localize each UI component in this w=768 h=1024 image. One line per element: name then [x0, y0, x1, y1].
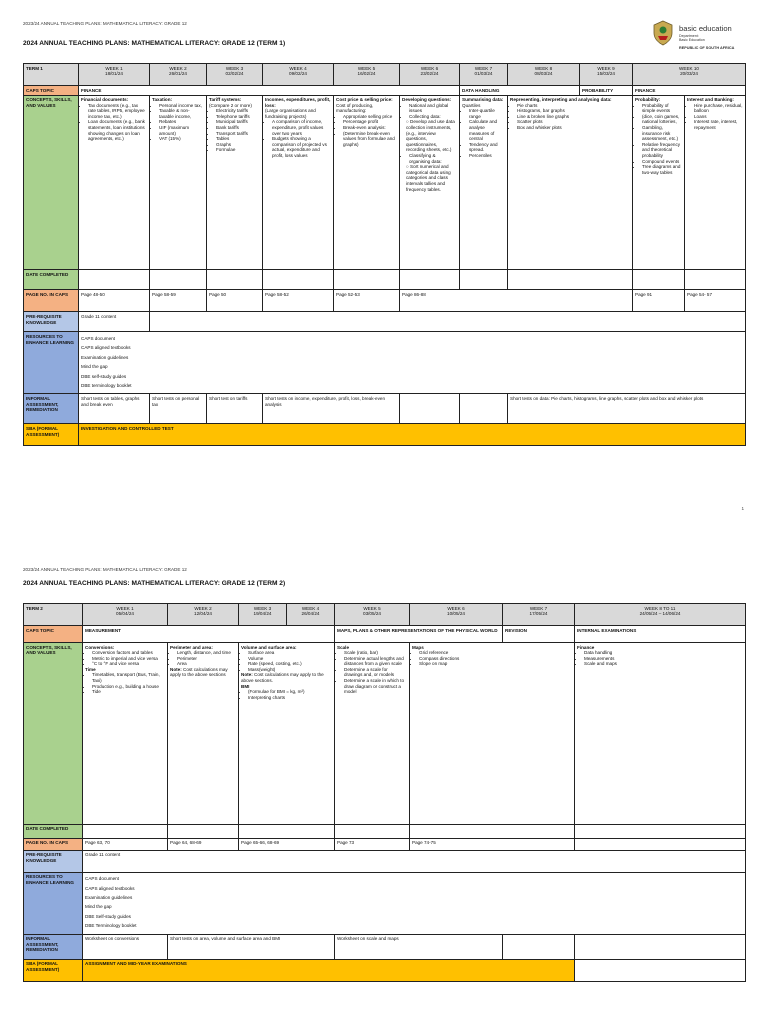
- informal-row: [24, 394, 746, 424]
- week-1: WEEK 1 18/01/24: [79, 64, 150, 86]
- logo-dept: Department: Basic Education: [679, 34, 705, 43]
- concepts-row: [24, 95, 746, 270]
- topic-measurement: MEASUREMENT: [83, 626, 335, 643]
- informal-text: Worksheet on scale and maps: [335, 934, 503, 959]
- concept-income-expenditure: Incomes, expenditures, profit, loss: (Large organisations and fundraising projects) • A comparison of income, expenditure, profit values over two years • Budgets showing a comparison of projected vs actual, expenditure and profit, loss values: [263, 95, 334, 270]
- topic-maps: MAPS, PLANS & OTHER REPRESENTATIONS OF THE PHYSICAL WORLD: [335, 626, 503, 643]
- concept-taxation: Taxation: • Personal income tax, • Taxable & non-taxable income, • Rebates • UIF (maximum amount) • VAT (15%): [150, 95, 207, 270]
- concept-perimeter-area: Perimeter and area: • Length, distance, and time • Perimeter • Area Note: Cost calculations may apply to the above sections: [168, 643, 239, 825]
- page-ref: Page 58-59: [150, 290, 207, 312]
- sba-text: ASSIGNMENT AND MID-YEAR EXAMINATIONS: [83, 959, 575, 981]
- date-completed-label: DATE COMPLETED: [24, 824, 83, 838]
- week-4: WEEK 4 09/02/24: [263, 64, 334, 86]
- term-label: TERM 2: [24, 604, 83, 626]
- page-ref: Page 63, 70: [83, 838, 168, 850]
- prereq-row: [24, 850, 746, 872]
- topic-internal-exams: INTERNAL EXAMINATIONS: [575, 626, 746, 643]
- page-ref: Page 50: [207, 290, 263, 312]
- week-7: WEEK 7 01/03/24: [460, 64, 508, 86]
- resources-list: CAPS document CAPS aligned textbooks Examination guidelines Mind the gap DBE Self-study guides DBE Terminology booklet: [83, 872, 746, 934]
- logo-title: basic education: [679, 24, 732, 33]
- topic-finance-2: FINANCE: [633, 86, 746, 96]
- concept-revision-finance: Finance • Data handling • Measurements • Scale and maps: [575, 643, 746, 825]
- week-9: WEEK 9 15/03/24: [580, 64, 633, 86]
- concept-interest-banking: Interest and Banking: • Hire purchase, residual, balloon • Loans • Interest rate, interest, repayment: [685, 95, 746, 270]
- page-number: 1: [741, 506, 744, 511]
- coat-of-arms-icon: [651, 20, 675, 46]
- page-ref: Page 86-88: [400, 290, 633, 312]
- caps-topic-row: [24, 626, 746, 643]
- topic-probability: PROBABILITY: [580, 86, 633, 96]
- week-5: WEEK 5 03/05/24: [335, 604, 410, 626]
- page-title: 2024 ANNUAL TEACHING PLANS: MATHEMATICAL LITERACY: GRADE 12 (TERM 2): [23, 580, 286, 587]
- informal-label: INFORMAL ASSESSMENT, REMEDIATION: [24, 934, 83, 959]
- topic-revision: REVISION: [503, 626, 575, 643]
- page-ref: Page 73: [335, 838, 410, 850]
- dbe-logo: [651, 20, 751, 54]
- header-small: 2023/24 ANNUAL TEACHING PLANS: MATHEMATICAL LITERACY: GRADE 12: [23, 567, 187, 572]
- informal-label: INFORMAL ASSESSMENT, REMEDIATION: [24, 394, 79, 424]
- page-no-label: PAGE NO. IN CAPS: [24, 290, 79, 312]
- week-6: WEEK 6 23/02/24: [400, 64, 460, 86]
- week-3: WEEK 3 02/02/24: [207, 64, 263, 86]
- concepts-row: [24, 643, 746, 825]
- concept-cost-price: Cost price & selling price: Cost of producing, manufacturing: • Appropriate selling price • Percentage profit • Break-even analysis: • (Determine break-even values from formulae and graphs): [334, 95, 400, 270]
- sba-label: SBA (FORMAL ASSESSMENT): [24, 959, 83, 981]
- informal-text: Short tests on area, volume and surface area and BMI: [168, 934, 335, 959]
- week-4: WEEK 4 26/04/24: [287, 604, 335, 626]
- page-ref: Page 54- 57: [685, 290, 746, 312]
- page-no-row: [24, 838, 746, 850]
- page-ref: Page 48-50: [79, 290, 150, 312]
- resources-label: RESOURCES TO ENHANCE LEARNING: [24, 332, 79, 394]
- concept-probability: Probability: • Probability of simple events • (dice, coin games, national lotteries, • Gambling, insurance risk assessment, etc.) • Relative frequency and theoretical probability • Compound events • Tree diagrams and two-way tables: [633, 95, 685, 270]
- page-ref: Page 58-52: [263, 290, 334, 312]
- sba-text: INVESTIGATION AND CONTROLLED TEST: [79, 424, 746, 446]
- resources-row: [24, 332, 746, 394]
- concepts-label: CONCEPTS, SKILLS, AND VALUES: [24, 95, 79, 270]
- week-1: WEEK 1 05/04/24: [83, 604, 168, 626]
- week-6: WEEK 6 10/05/24: [410, 604, 503, 626]
- term-1-table: [23, 63, 746, 446]
- caps-topic-row: [24, 86, 746, 96]
- header-small: 2023/24 ANNUAL TEACHING PLANS: MATHEMATICAL LITERACY: GRADE 12: [23, 21, 187, 26]
- prereq-text: Grade 11 content: [83, 850, 746, 872]
- prereq-label: PRE-REQUISITE KNOWLEDGE: [24, 850, 83, 872]
- topic-finance: FINANCE: [79, 86, 460, 96]
- sba-row: [24, 959, 746, 981]
- week-10: WEEK 10 20/03/24: [633, 64, 746, 86]
- sba-label: SBA (FORMAL ASSESSMENT): [24, 424, 79, 446]
- week-3: WEEK 3 19/04/24: [239, 604, 287, 626]
- page-no-row: [24, 290, 746, 312]
- informal-text: Short test on tariffs: [207, 394, 263, 424]
- concept-representing-data: Representing, interpreting and analysing data: • Pie charts • Histograms, bar graphs • Line & broken line graphs • Scatter plots • Box and whisker plots: [508, 95, 633, 270]
- week-2: WEEK 2 12/04/24: [168, 604, 239, 626]
- page-term-2: [0, 540, 768, 1024]
- resources-list: CAPS document CAPS aligned textbooks Examination guidelines Mind the gap DBE self-study guides DBE terminology booklet: [79, 332, 746, 394]
- prereq-label: PRE-REQUISITE KNOWLEDGE: [24, 312, 79, 332]
- prereq-row: [24, 312, 746, 332]
- date-completed-label: DATE COMPLETED: [24, 270, 79, 290]
- concept-financial-documents: Financial documents: • Tax documents (e.g., tax rate tables, IRP5, employee income tax, etc.) • Loan documents (e.g., bank statements, loan institutions showing changes on loan agreements, etc.): [79, 95, 150, 270]
- term-2-table: [23, 603, 746, 982]
- concept-maps: Maps • Grid reference • Compass directions • Slope on map: [410, 643, 575, 825]
- page-ref: Page 52-53: [334, 290, 400, 312]
- concept-tariff-systems: Tariff systems: (Compare 2 or more) • Electricity tariffs • Telephone tariffs • Municipal tariffs • Bank tariffs • Transport tariffs • Tables • Graphs • Formulae: [207, 95, 263, 270]
- informal-text: Short tests on personal tax: [150, 394, 207, 424]
- concept-scale: Scale • Scale (ratio, bar) • Determine actual lengths and distances from a given scale • Determine a scale for drawings and, or models • Determine a scale in which to draw diagram or construct a model: [335, 643, 410, 825]
- week-8: WEEK 8 08/03/24: [508, 64, 580, 86]
- page-title: 2024 ANNUAL TEACHING PLANS: MATHEMATICAL LITERACY: GRADE 12 (TERM 1): [23, 40, 286, 47]
- week-8-to-11: WEEK 8 TO 11 24/05/24 – 14/06/24: [575, 604, 746, 626]
- concept-developing-questions: Developing questions: • National and global issues • Collecting data: ○ Develop and use data collection instruments, (e.g., interview questions, questionnaires, recording sheets, etc.) • Classifying & organising data: ○ Sort numerical and categorical data using categories and class intervals tallies and frequency tables.: [400, 95, 460, 270]
- concepts-label: CONCEPTS, SKILLS, AND VALUES: [24, 643, 83, 825]
- prereq-text: Grade 11 content: [79, 312, 150, 332]
- sba-row: [24, 424, 746, 446]
- resources-label: RESOURCES TO ENHANCE LEARNING: [24, 872, 83, 934]
- page-ref: Page 65-66, 68-69: [239, 838, 335, 850]
- date-completed-row: [24, 270, 746, 290]
- concept-conversions: Conversions: • Conversion factors and tables • Metric to imperial and vice versa • °C to °F and vice versa Time • Timetables, transport (Bus, Train, Taxi) • Production e.g., building a house • Tide: [83, 643, 168, 825]
- informal-row: [24, 934, 746, 959]
- caps-topic-label: CAPS TOPIC: [24, 86, 79, 96]
- week-2: WEEK 2 26/01/24: [150, 64, 207, 86]
- caps-topic-label: CAPS TOPIC: [24, 626, 83, 643]
- weeks-row: [24, 604, 746, 626]
- week-7: WEEK 7 17/05/24: [503, 604, 575, 626]
- resources-row: [24, 872, 746, 934]
- weeks-row: [24, 64, 746, 86]
- informal-text: Short tests on data: Pie charts, histograms, line graphs, scatter plots and box and whisker plots: [508, 394, 746, 424]
- page-no-label: PAGE NO. IN CAPS: [24, 838, 83, 850]
- page-ref: Page 74-75: [410, 838, 575, 850]
- logo-country: REPUBLIC OF SOUTH AFRICA: [679, 46, 735, 50]
- informal-text: Short tests on tables, graphs and break even: [79, 394, 150, 424]
- informal-text: Short tests on income, expenditure, profit, loss, break-even analysis: [263, 394, 400, 424]
- informal-text: Worksheet on conversions: [83, 934, 168, 959]
- date-completed-row: [24, 824, 746, 838]
- topic-data-handling: DATA HANDLING: [460, 86, 580, 96]
- term-label: TERM 1: [24, 64, 79, 86]
- concept-summarising-data: Summarising data: Quartiles • Inter-quartile range • Calculate and analyse measures of central • Tendency and spread. • Percentiles: [460, 95, 508, 270]
- page-ref: Page 91: [633, 290, 685, 312]
- concept-volume-surface: Volume and surface area: • Surface area • Volume • Rate (speed, costing, etc.) • Mass(weight) Note: Cost calculations may apply to the above sections. BMI • (Formulae for BMI = kg, m²) • Interpreting charts: [239, 643, 335, 825]
- page-ref: Page 64, 68-69: [168, 838, 239, 850]
- week-5: WEEK 5 16/02/24: [334, 64, 400, 86]
